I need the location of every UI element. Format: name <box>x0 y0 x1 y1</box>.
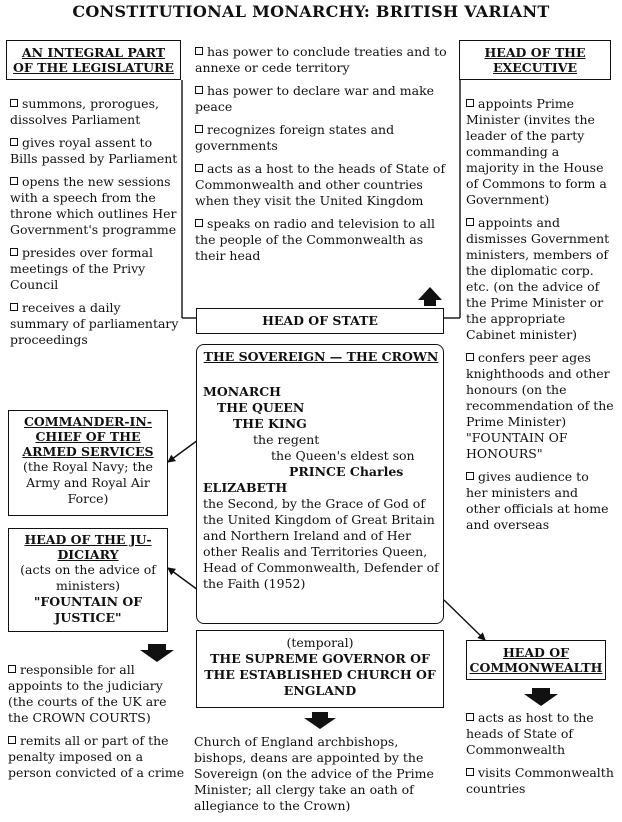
state-power-item: has power to declare war and make peace <box>195 83 435 114</box>
church-title: THE SUPREME GOVERNOR OF THE ESTABLISHED CHURCH OF ENGLAND <box>204 651 436 698</box>
sovereign-box <box>196 344 444 624</box>
sovereign-king: THE KING <box>233 416 307 431</box>
commonwealth-item: acts as host to the heads of State of Commonwealth <box>466 710 594 757</box>
judiciary-box <box>8 528 168 632</box>
armed-services-box <box>8 410 168 516</box>
connector-judiciary <box>168 568 198 590</box>
down-arrow-judiciary-icon <box>140 644 174 662</box>
executive-item: gives audience to her ministers and other officials at home and overseas <box>466 469 609 532</box>
executive-item: appoints Prime Minister (invites the leader of the party commanding a majority in the House of Commons to form a Government) <box>466 96 607 207</box>
checkbox-icon <box>10 138 18 146</box>
legislature-item: receives a daily summary of parliamentary proceedings <box>10 300 179 347</box>
up-arrow-icon <box>418 287 442 306</box>
head-of-state-box: HEAD OF STATE <box>196 308 444 334</box>
checkbox-icon <box>466 99 474 107</box>
judiciary-text: (acts on the advice of ministers) <box>20 562 156 593</box>
checkbox-icon <box>466 768 474 776</box>
executive-item: confers peer ages knighthoods and other honours (on the recommendation of the Prime Minister) "FOUNTAIN OF HONOURS" <box>466 350 614 461</box>
legislature-header-line2: OF THE LEGISLATURE <box>13 60 174 75</box>
legislature-item: presides over formal meetings of the Privy Council <box>10 245 153 292</box>
checkbox-icon <box>466 713 474 721</box>
judiciary-header-line1: HEAD OF THE JU- <box>24 532 152 547</box>
executive-header-line1: HEAD OF THE <box>484 45 586 60</box>
judiciary-list <box>8 662 188 788</box>
sovereign-queen: THE QUEEN <box>217 400 305 415</box>
state-power-item: recognizes foreign states and governments <box>195 122 395 153</box>
connector-commonwealth <box>444 600 485 640</box>
checkbox-icon <box>10 99 18 107</box>
sovereign-prince: PRINCE Charles <box>289 464 404 479</box>
legislature-header-line1: AN INTEGRAL PART <box>21 45 166 60</box>
state-power-item: has power to conclude treaties and to annexe or cede territory <box>195 44 447 75</box>
checkbox-icon <box>466 472 474 480</box>
executive-list <box>466 96 614 540</box>
church-temporal: (temporal) <box>286 635 354 650</box>
checkbox-icon <box>195 47 203 55</box>
judiciary-item: responsible for all appoints to the judiciary (the courts of the UK are the CROWN COURTS) <box>8 662 167 725</box>
commonwealth-list <box>466 710 616 804</box>
sovereign-eldest-son: the Queen's eldest son <box>271 448 415 463</box>
judiciary-header-line2: DICIARY <box>57 547 119 562</box>
checkbox-icon <box>10 303 18 311</box>
checkbox-icon <box>10 248 18 256</box>
legislature-list <box>10 96 180 355</box>
legislature-item: summons, prorogues, dissolves Parliament <box>10 96 159 127</box>
executive-header-line2: EXECUTIVE <box>493 60 577 75</box>
checkbox-icon <box>195 125 203 133</box>
executive-header-box <box>459 40 611 80</box>
sovereign-regent: the regent <box>253 432 320 447</box>
down-arrow-church-icon <box>304 712 336 729</box>
checkbox-icon <box>195 219 203 227</box>
armed-services-header-line1: COMMANDER-IN- <box>23 414 153 429</box>
checkbox-icon <box>10 177 18 185</box>
state-powers-list <box>195 44 455 271</box>
connector-armed-services <box>168 440 198 462</box>
commonwealth-header-line2: COMMONWEALTH <box>469 660 603 675</box>
sovereign-header: THE SOVEREIGN — THE CROWN <box>203 349 439 364</box>
judiciary-item: remits all or part of the penalty imposed on a person convicted of a crime <box>8 733 185 780</box>
church-text: Church of England archbishops, bishops, deans are appointed by the Sovereign (on the advice of the Prime Minister; all clergy take an oath of allegiance to the Crown) <box>194 734 434 813</box>
commonwealth-header-line1: HEAD OF <box>503 645 569 660</box>
checkbox-icon <box>8 665 16 673</box>
judiciary-quote: "FOUNTAIN OF JUSTICE" <box>33 594 143 625</box>
executive-item: appoints and dismisses Government ministers, members of the diplomatic corp. etc. (on the advice of the Prime Minister or the appropriate Cabinet minister) <box>466 215 610 342</box>
armed-services-header-line3: ARMED SERVICES <box>22 444 154 459</box>
down-arrow-commonwealth-icon <box>524 688 558 706</box>
checkbox-icon <box>466 353 474 361</box>
sovereign-description: the Second, by the Grace of God of the United Kingdom of Great Britain and Northern Ireland and of Her other Realis and Territories Queen, Head of Commonwealth, Defender of the Faith (1952) <box>203 496 439 591</box>
legislature-item: gives royal assent to Bills passed by Parliament <box>10 135 178 166</box>
sovereign-monarch: MONARCH <box>203 384 281 399</box>
checkbox-icon <box>195 164 203 172</box>
commonwealth-item: visits Commonwealth countries <box>466 765 614 796</box>
diagram-title: CONSTITUTIONAL MONARCHY: BRITISH VARIANT <box>72 2 550 21</box>
state-power-item: speaks on radio and television to all the people of the Commonwealth as their head <box>195 216 435 263</box>
armed-services-text: (the Royal Navy; the Army and Royal Air Force) <box>23 459 153 506</box>
state-power-item: acts as a host to the heads of State of Commonwealth and other countries when they visit the United Kingdom <box>195 161 446 208</box>
checkbox-icon <box>466 218 474 226</box>
church-box <box>196 630 444 708</box>
legislature-item: opens the new sessions with a speech from the throne which outlines Her Government's programme <box>10 174 177 237</box>
checkbox-icon <box>195 86 203 94</box>
legislature-header-box <box>6 40 181 80</box>
armed-services-header-line2: CHIEF OF THE <box>35 429 141 444</box>
commonwealth-header-box <box>466 640 606 680</box>
sovereign-elizabeth: ELIZABETH <box>203 480 288 495</box>
checkbox-icon <box>8 736 16 744</box>
